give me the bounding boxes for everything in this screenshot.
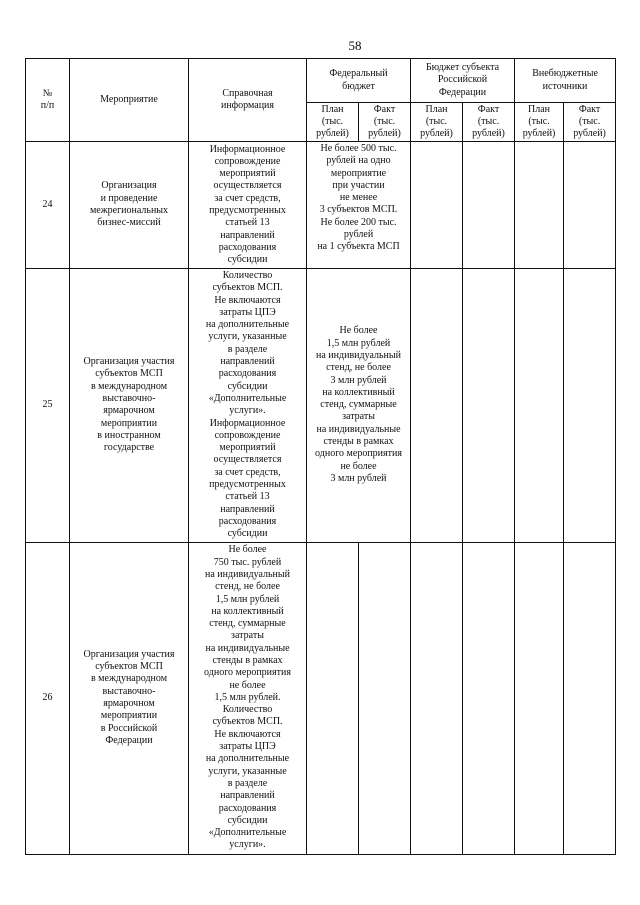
- row-offbudget-plan: [515, 542, 564, 854]
- row-info: Информационное сопровождение мероприятий осуществляется за счет средств, предусмотренных статьей 13 направлений расходования субсидии: [189, 142, 307, 269]
- page-number: 58: [348, 38, 362, 53]
- row-event: Организация и проведение межрегиональных бизнес-миссий: [70, 142, 189, 269]
- table-row: [26, 542, 616, 854]
- header-info: Справочная информация: [189, 59, 307, 142]
- table-row: [26, 142, 616, 269]
- row-number: 25: [26, 269, 70, 543]
- row-number: 24: [26, 142, 70, 269]
- row-regional-plan: [411, 142, 463, 269]
- header-offbudget-fact: Факт (тыс. рублей): [564, 103, 616, 142]
- header-event: Мероприятие: [70, 59, 189, 142]
- header-regional-budget: Бюджет субъекта Российской Федерации: [411, 59, 515, 103]
- row-federal-budget: Не более 1,5 млн рублей на индивидуальный стенд, не более 3 млн рублей на коллективный стенд, суммарные затраты на индивидуальные стенды в рамках одного мероприятия не более 3 млн рублей: [307, 269, 411, 543]
- row-federal-budget: Не более 500 тыс. рублей на одно мероприятие при участии не менее 3 субъектов МСП. Не более 200 тыс. рублей на 1 субъекта МСП: [307, 142, 411, 269]
- row-regional-fact: [463, 142, 515, 269]
- header-row-1: [26, 59, 616, 103]
- header-num: № п/п: [26, 59, 70, 142]
- header-regional-plan: План (тыс. рублей): [411, 103, 463, 142]
- header-offbudget-plan: План (тыс. рублей): [515, 103, 564, 142]
- header-federal-plan: План (тыс. рублей): [307, 103, 359, 142]
- row-regional-plan: [411, 269, 463, 543]
- row-regional-plan: [411, 542, 463, 854]
- header-federal-fact: Факт (тыс. рублей): [359, 103, 411, 142]
- row-regional-fact: [463, 269, 515, 543]
- row-event: Организация участия субъектов МСП в международном выставочно- ярмарочном мероприятии в иностранном государстве: [70, 269, 189, 543]
- row-regional-fact: [463, 542, 515, 854]
- row-info: Не более 750 тыс. рублей на индивидуальный стенд, не более 1,5 млн рублей на коллективный стенд, суммарные затраты на индивидуальные стенды в рамках одного мероприятия не более 1,5 млн рублей. Количество субъектов МСП. Не включаются затраты ЦПЭ на дополнительные услуги, указанные в разделе направлений расходования субсидии «Дополнительные услуги».: [189, 542, 307, 854]
- row-number: 26: [26, 542, 70, 854]
- row-event: Организация участия субъектов МСП в международном выставочно- ярмарочном мероприятии в Российской Федерации: [70, 542, 189, 854]
- row-offbudget-fact: [564, 269, 616, 543]
- row-offbudget-fact: [564, 542, 616, 854]
- table-row: [26, 269, 616, 543]
- row-offbudget-fact: [564, 142, 616, 269]
- row-offbudget-plan: [515, 142, 564, 269]
- row-offbudget-plan: [515, 269, 564, 543]
- header-federal-budget: Федеральный бюджет: [307, 59, 411, 103]
- events-table: [25, 58, 616, 855]
- row-federal-fact: [359, 542, 411, 854]
- header-offbudget: Внебюджетные источники: [515, 59, 616, 103]
- row-info: Количество субъектов МСП. Не включаются затраты ЦПЭ на дополнительные услуги, указанные в разделе направлений расходования субсидии «Дополнительные услуги». Информационное сопровождение мероприятий осуществляется за счет средств, предусмотренных статьей 13 направлений расходования субсидии: [189, 269, 307, 543]
- header-regional-fact: Факт (тыс. рублей): [463, 103, 515, 142]
- row-federal-plan: [307, 542, 359, 854]
